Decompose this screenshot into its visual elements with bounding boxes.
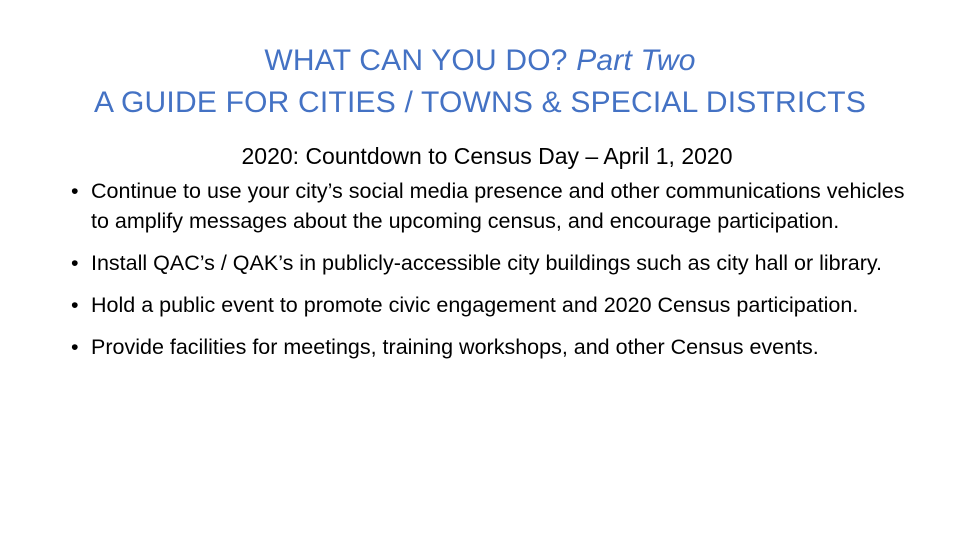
bullet-list <box>71 176 921 362</box>
bullet-text: Hold a public event to promote civic engagement and 2020 Census participation. <box>91 293 859 317</box>
bullet-icon: • <box>71 251 79 275</box>
bullet-icon: • <box>71 335 79 359</box>
title-line-2: A GUIDE FOR CITIES / TOWNS & SPECIAL DISTRICTS <box>93 86 867 119</box>
bullet-item <box>71 290 921 320</box>
title-part-two: Part Two <box>576 44 696 77</box>
slide-subtitle: 2020: Countdown to Census Day – April 1, 2020 <box>241 143 733 169</box>
bullet-item <box>71 176 921 236</box>
bullet-text: Provide facilities for meetings, training workshops, and other Census events. <box>91 335 819 359</box>
title-line-1 <box>0 40 960 82</box>
title-main-text: WHAT CAN YOU DO? <box>264 44 577 77</box>
bullet-item <box>71 332 921 362</box>
bullet-text: Continue to use your city’s social media presence and other communications vehicles to amplify messages about the upcoming census, and encourage participation. <box>91 179 905 233</box>
bullet-text: Install QAC’s / QAK’s in publicly-accessible city buildings such as city hall or library. <box>91 251 883 275</box>
bullet-icon: • <box>71 179 79 203</box>
slide-title <box>0 40 960 124</box>
bullet-icon: • <box>71 293 79 317</box>
bullet-item <box>71 248 921 278</box>
